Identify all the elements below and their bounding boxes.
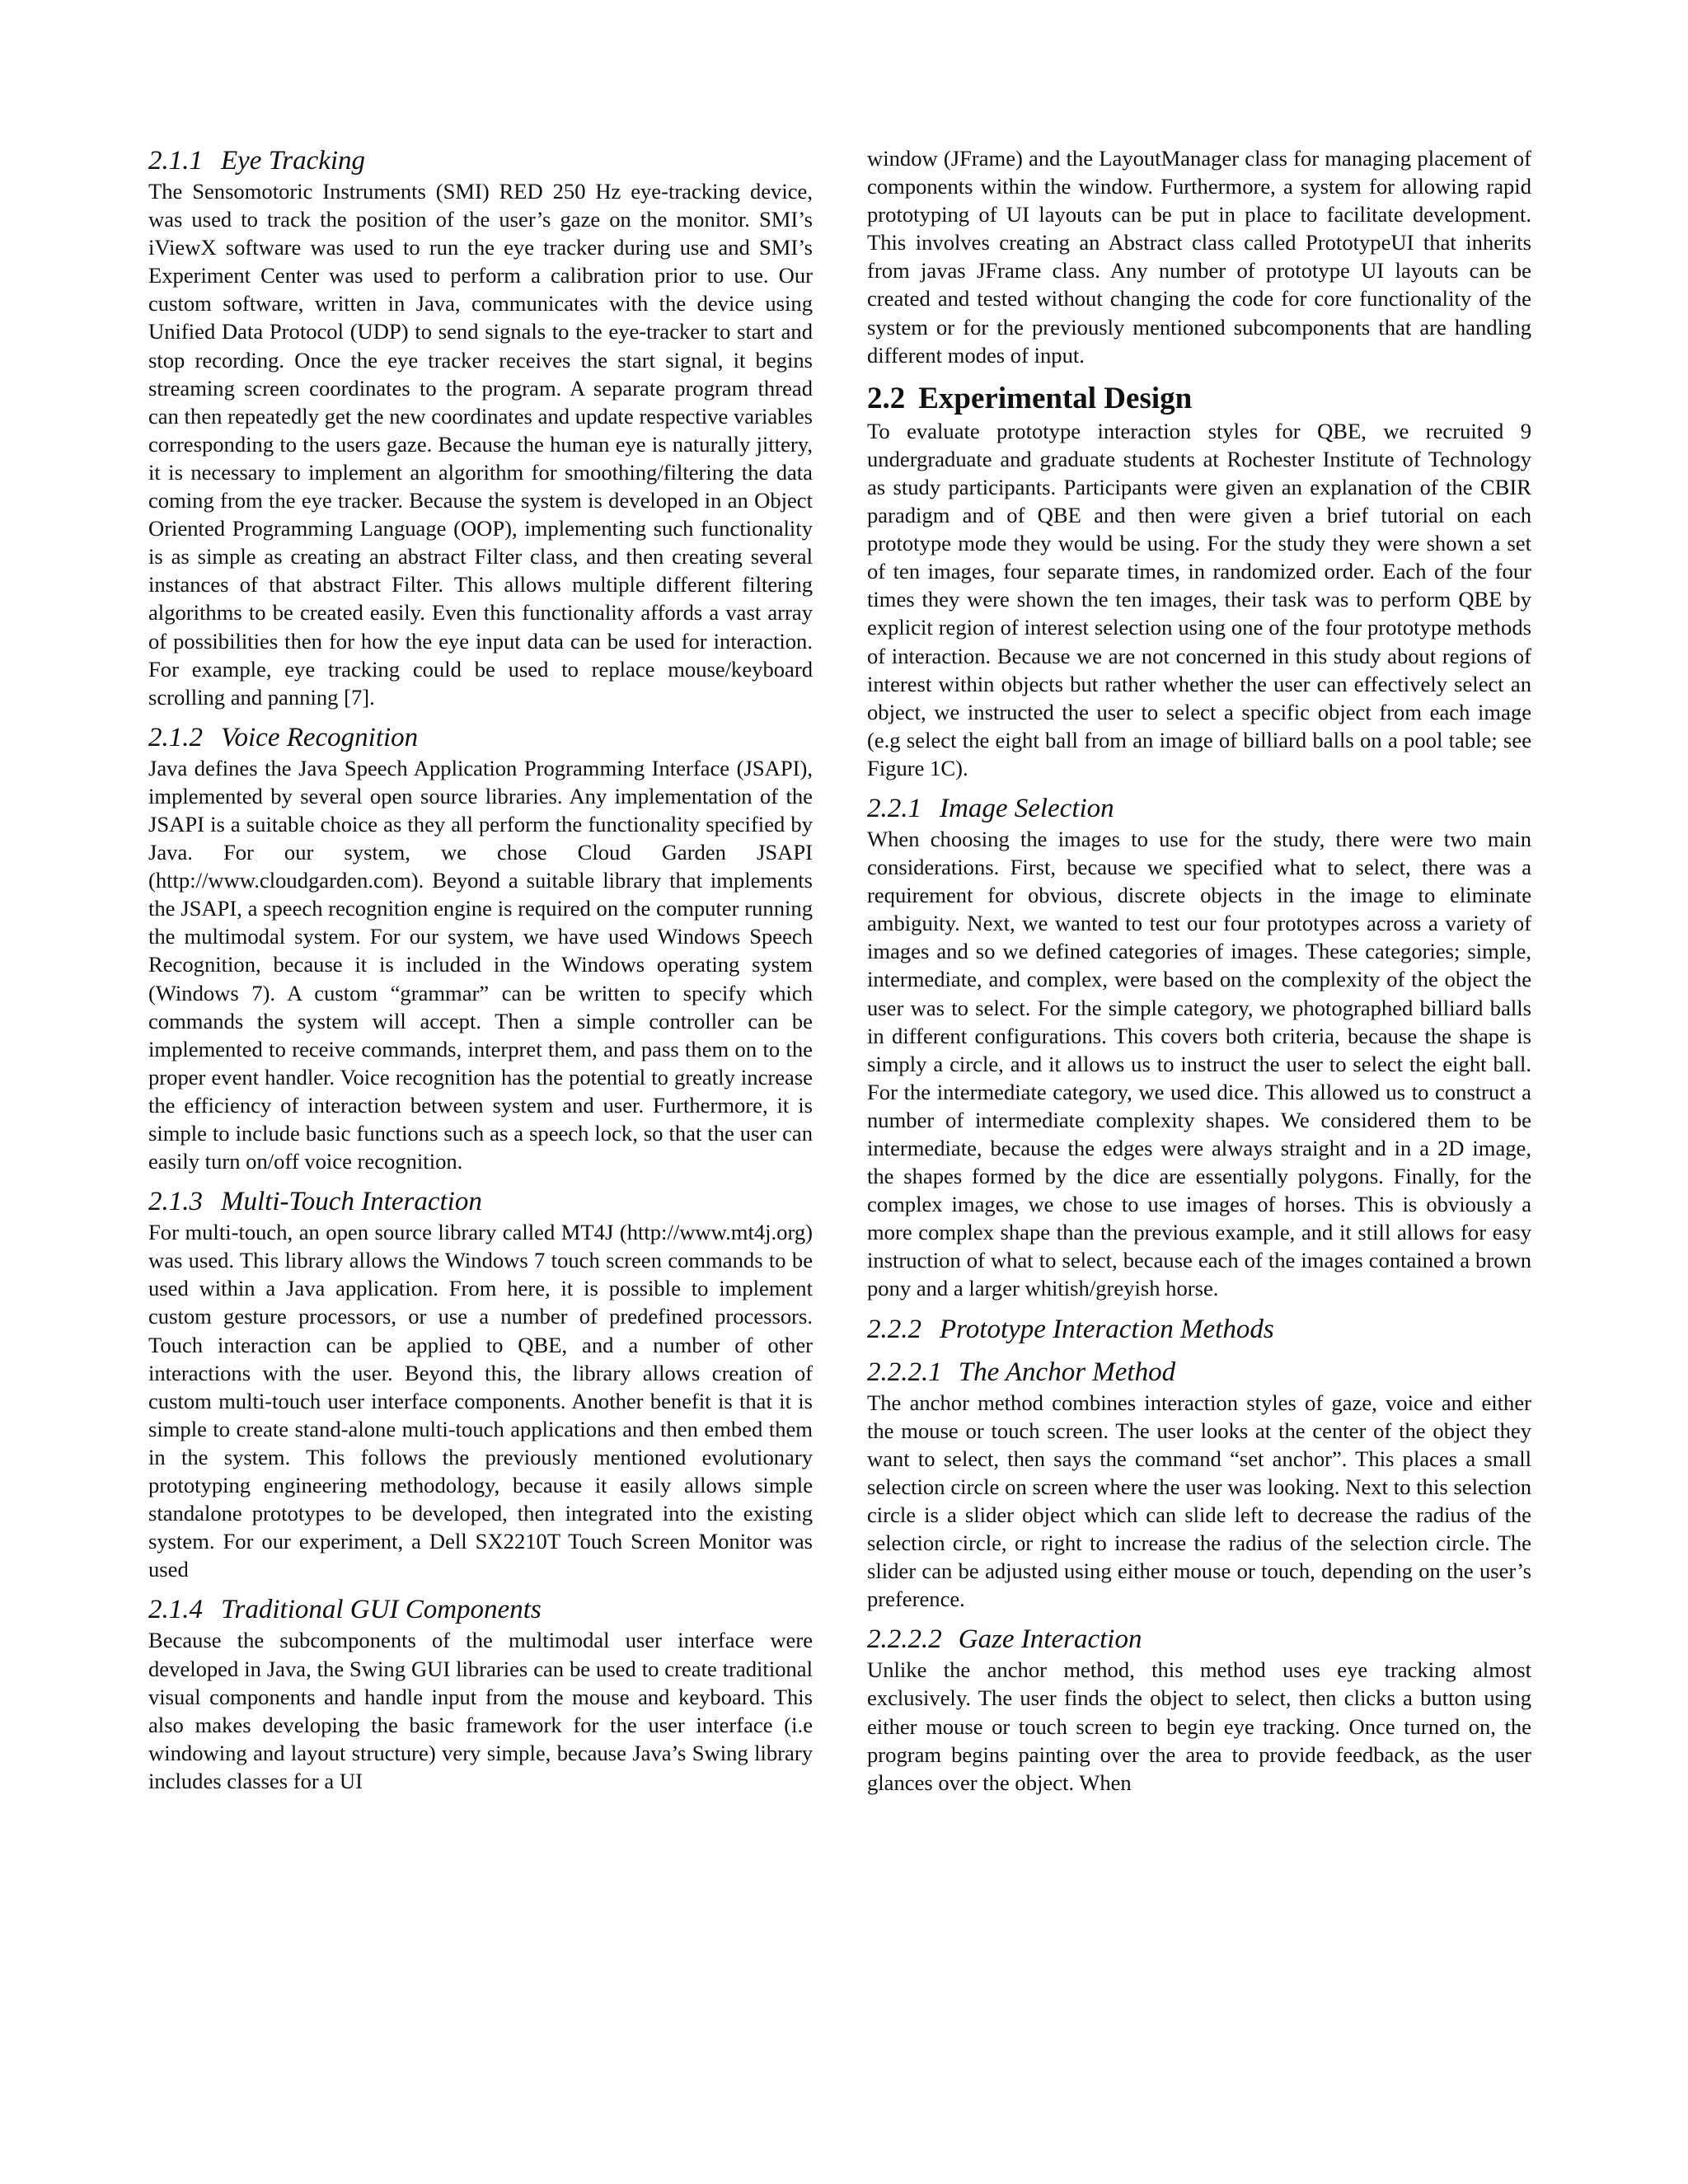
section-title: Gaze Interaction: [958, 1624, 1142, 1655]
paragraph-experimental-design: To evaluate prototype interaction styles for QBE, we recruited 9 undergraduate and graduate students at Rochester Institute of Technology as study participants. Participants were given an explanation of the CBIR paradigm and of QBE and then were given a brief tutorial on each prototype mode they would be using. For the study they were shown a set of ten images, four separate times, in randomized order. Each of the four times they were shown the ten images, their task was to perform QBE by explicit region of interest selection using one of the four prototype methods of interaction. Because we are not concerned in this study about regions of interest within objects but rather whether the user can effectively select an object, we instructed the user to select a specific object from each image (e.g select the eight ball from an image of billiard balls on a pool table; see Figure 1C).: [867, 418, 1531, 780]
section-number: 2.2.2.1: [867, 1357, 942, 1387]
section-number: 2.2.1: [867, 793, 921, 823]
heading-anchor-method: [867, 1356, 1531, 1389]
paragraph-gaze-interaction: Unlike the anchor method, this method uses eye tracking almost exclusively. The user finds the object to select, then clicks a button using either mouse or touch screen to begin eye tracking. Once turned on, the program begins painting over the area to provide feedback, as the user glances over the object. When: [867, 1657, 1531, 1795]
paragraph-anchor-method: The anchor method combines interaction styles of gaze, voice and either the mouse or touch screen. The user looks at the center of the object they want to select, then says the command “set anchor”. This places a small selection circle on screen where the user was looking. Next to this selection circle is a slider object which can slide left to decrease the radius of the selection circle, or right to increase the radius of the selection circle. The slider can be adjusted using either mouse or touch, depending on the user’s preference.: [867, 1390, 1531, 1612]
section-title: Traditional GUI Components: [221, 1595, 542, 1625]
section-title: Experimental Design: [918, 381, 1193, 415]
section-number: 2.2.2.2: [867, 1624, 942, 1655]
section-title: Eye Tracking: [221, 146, 366, 176]
section-title: Multi-Touch Interaction: [221, 1187, 482, 1217]
heading-voice-recognition: [148, 721, 813, 754]
section-title: Voice Recognition: [221, 722, 419, 752]
paragraph-multi-touch: For multi-touch, an open source library called MT4J (http://www.mt4j.org) was used. This library allows the Windows 7 touch screen commands to be used within a Java application. From here, it is possible to implement custom gesture processors, or use a number of predefined processors. Touch interaction can be applied to QBE, and a number of other interactions with the user. Beyond this, the library allows creation of custom multi-touch user interface components. Another benefit is that it is simple to create stand-alone multi-touch applications and then embed them in the system. This follows the previously mentioned evolutionary prototyping engineering methodology, because it easily allows simple standalone prototypes to be developed, then integrated into the existing system. For our experiment, a Dell SX2210T Touch Screen Monitor was used: [148, 1220, 813, 1582]
heading-traditional-gui: [148, 1593, 813, 1626]
heading-eye-tracking: [148, 144, 813, 177]
section-number: 2.2: [867, 381, 906, 415]
section-number: 2.1.2: [148, 722, 203, 752]
heading-prototype-interaction-methods: [867, 1313, 1531, 1346]
right-column: [867, 144, 1531, 1797]
paragraph-voice-recognition: Java defines the Java Speech Application Programming Interface (JSAPI), implemented by several open source libraries. Any implementation of the JSAPI is a suitable choice as they all perform the functionality specified by Java. For our system, we chose Cloud Garden JSAPI (http://www.cloudgarden.com). Beyond a suitable library that implements the JSAPI, a speech recognition engine is required on the computer running the multimodal system. For our system, we have used Windows Speech Recognition, because it is included in the Windows operating system (Windows 7). A custom “grammar” can be written to specify which commands the system will accept. Then a simple controller can be implemented to receive commands, interpret them, and pass them on to the proper event handler. Voice recognition has the potential to greatly increase the efficiency of interaction between system and user. Furthermore, it is simple to include basic functions such as a speech lock, so that the user can easily turn on/off voice recognition.: [148, 755, 813, 1174]
section-number: 2.2.2: [867, 1314, 921, 1344]
section-title: Prototype Interaction Methods: [940, 1314, 1274, 1344]
paragraph-eye-tracking: The Sensomotoric Instruments (SMI) RED 250 Hz eye-tracking device, was used to track the position of the user’s gaze on the monitor. SMI’s iViewX software was used to run the eye tracker during use and SMI’s Experiment Center was used to perform a calibration prior to use. Our custom software, written in Java, communicates with the device using Unified Data Protocol (UDP) to send signals to the eye-tracker to start and stop recording. Once the eye tracker receives the start signal, it begins streaming screen coordinates to the program. A separate program thread can then repeatedly get the new coordinates and update respective variables corresponding to the users gaze. Because the human eye is naturally jittery, it is necessary to implement an algorithm for smoothing/filtering the data coming from the eye tracker. Because the system is developed in an Object Oriented Programming Language (OOP), implementing such functionality is as simple as creating an abstract Filter class, and then creating several instances of that abstract Filter. This allows multiple different filtering algorithms to be created easily. Even this functionality affords a vast array of possibilities then for how the eye input data can be used for interaction. For example, eye tracking could be used to replace mouse/keyboard scrolling and panning [7].: [148, 179, 813, 710]
left-column: [148, 144, 813, 1795]
heading-gaze-interaction: [867, 1623, 1531, 1656]
section-number: 2.1.3: [148, 1187, 203, 1217]
paragraph-traditional-gui: Because the subcomponents of the multimodal user interface were developed in Java, the Swing GUI libraries can be used to create traditional visual components and handle input from the mouse and keyboard. This also makes developing the basic framework for the user interface (i.e windowing and layout structure) very simple, because Java’s Swing library includes classes for a UI: [148, 1628, 813, 1793]
heading-image-selection: [867, 792, 1531, 825]
heading-multi-touch: [148, 1185, 813, 1218]
section-title: Image Selection: [940, 793, 1114, 823]
section-number: 2.1.4: [148, 1595, 203, 1625]
section-number: 2.1.1: [148, 146, 203, 176]
paragraph-image-selection: When choosing the images to use for the study, there were two main considerations. First, because we specified what to select, there was a requirement for obvious, discrete objects in the image to eliminate ambiguity. Next, we wanted to test our four prototypes across a variety of images and so we defined categories of images. These categories; simple, intermediate, and complex, were based on the complexity of the object the user was to select. For the simple category, we photographed billiard balls in different configurations. This covers both criteria, because the shape is simply a circle, and it allows us to instruct the user to select the eight ball. For the intermediate category, we used dice. This allowed us to construct a number of intermediate complexity shapes. We considered them to be intermediate, because the edges were always straight and in a 2D image, the shapes formed by the dice are essentially polygons. Finally, for the complex images, we chose to use images of horses. This is obviously a more complex shape than the previous example, and it still allows for easy instruction of what to select, because each of the images contained a brown pony and a larger whitish/greyish horse.: [867, 826, 1531, 1301]
paragraph-traditional-gui-continued: window (JFrame) and the LayoutManager class for managing placement of components within the window. Furthermore, a system for allowing rapid prototyping of UI layouts can be put in place to facilitate development. This involves creating an Abstract class called PrototypeUI that inherits from javas JFrame class. Any number of prototype UI layouts can be created and tested without changing the code for core functionality of the system or for the previously mentioned subcomponents that are handling different modes of input.: [867, 146, 1531, 368]
heading-experimental-design: [867, 381, 1531, 417]
section-title: The Anchor Method: [958, 1357, 1176, 1387]
